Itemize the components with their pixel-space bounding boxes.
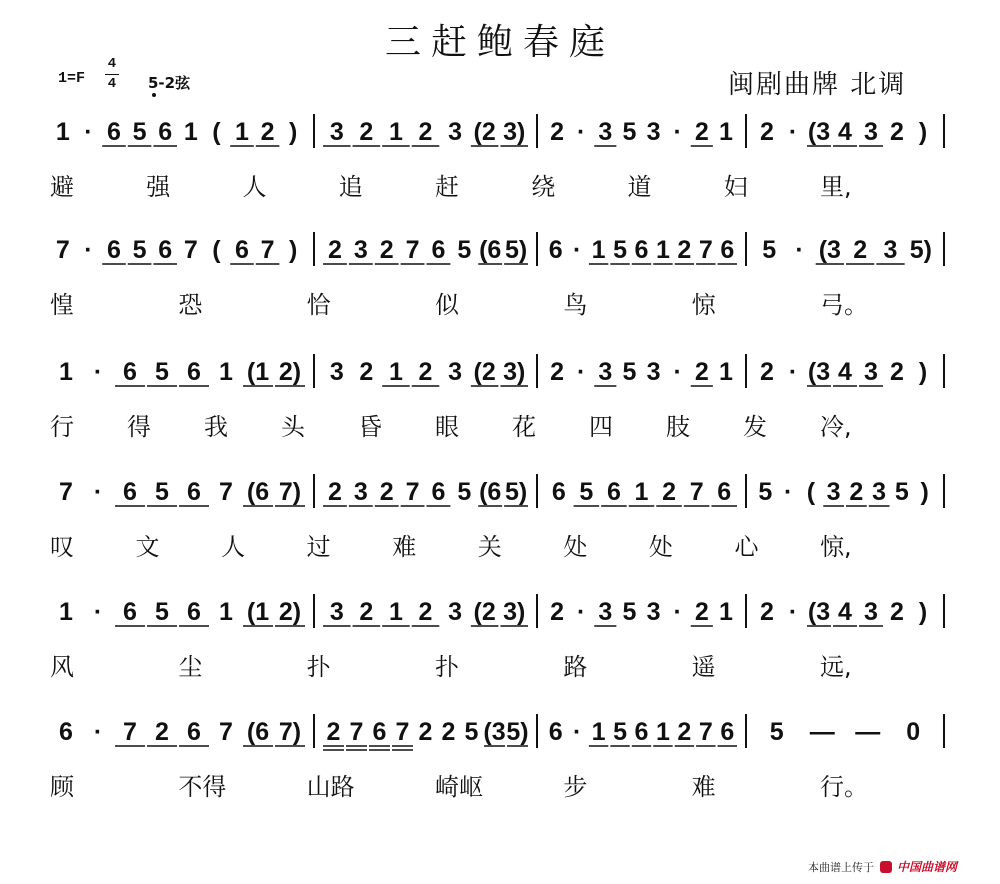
jianpu-note: 5 [762, 236, 777, 264]
jianpu-note: 6 [187, 718, 201, 746]
jianpu-note: 1 [55, 118, 70, 146]
jianpu-note: · [788, 118, 798, 146]
jianpu-note: 5 [622, 358, 637, 386]
jianpu-note: — [855, 718, 881, 746]
lyric-char: 恐 [178, 291, 203, 319]
jianpu-note: 4 [838, 598, 852, 626]
lyric-char: 避 [50, 173, 74, 201]
jianpu-note: 1 [59, 358, 73, 386]
jianpu-note: 7 [219, 718, 233, 746]
lyric-char: 路 [563, 653, 588, 681]
jianpu-note: 6 [123, 598, 137, 626]
lyric-char: 妇 [723, 173, 748, 201]
jianpu-note: 1 [219, 598, 233, 626]
jianpu-note: 6 [235, 236, 249, 264]
jianpu-note: (1 [246, 358, 270, 386]
jianpu-note: (2 [473, 358, 496, 386]
jianpu-note: 5 [579, 478, 594, 506]
jianpu-note: 7 [689, 478, 704, 506]
jianpu-note: 7 [698, 236, 713, 264]
jianpu-note: 1 [718, 358, 733, 386]
jianpu-note: 1 [718, 598, 733, 626]
jianpu-note: (6 [246, 718, 270, 746]
lyric-char: 文 [135, 533, 160, 561]
jianpu-note: 1 [591, 236, 606, 264]
jianpu-note: · [577, 598, 586, 626]
jianpu-note: 3 [872, 478, 887, 506]
jianpu-note: 3 [864, 598, 878, 626]
jianpu-note: 6 [720, 718, 735, 746]
lyric-char: 头 [281, 413, 305, 441]
jianpu-note: 2 [418, 118, 433, 146]
lyric-char: 赶 [435, 173, 459, 201]
jianpu-note: 1 [388, 598, 403, 626]
jianpu-note: 1 [183, 118, 198, 146]
lyric-char: 遥 [691, 653, 716, 681]
jianpu-note: 1 [219, 358, 233, 386]
jianpu-note: · [673, 118, 682, 146]
jianpu-note: 5) [909, 236, 932, 264]
jianpu-note: 6 [187, 358, 201, 386]
jianpu-note: 5 [622, 118, 637, 146]
jianpu-note: 3) [503, 598, 526, 626]
lyric-char: 崎岖 [435, 773, 483, 801]
jianpu-note: 3 [646, 358, 661, 386]
jianpu-note: 4 [838, 358, 852, 386]
lyric-char: 冷, [820, 413, 852, 441]
lyric-char: 四 [589, 413, 613, 441]
jianpu-note: (3 [818, 236, 841, 264]
jianpu-note: 2 [441, 718, 456, 746]
jianpu-note: 3 [329, 118, 344, 146]
jianpu-note: 6 [123, 478, 137, 506]
jianpu-note: 7 [405, 236, 420, 264]
jianpu-note: · [573, 718, 582, 746]
lyric-char: 发 [743, 413, 767, 441]
jianpu-note: 3 [353, 478, 368, 506]
lyric-char: 花 [512, 413, 536, 441]
jianpu-note: 7 [59, 478, 73, 506]
jianpu-note: (6 [479, 478, 502, 506]
jianpu-note: ( [212, 236, 221, 264]
lyric-char: 扑 [435, 653, 459, 681]
jianpu-note: 2 [379, 236, 394, 264]
jianpu-note: · [577, 118, 586, 146]
lyric-char: 里, [820, 173, 852, 201]
lyric-char: 追 [338, 173, 363, 201]
jianpu-note: 2 [379, 478, 394, 506]
jianpu-note: 5 [758, 478, 773, 506]
jianpu-note: 5 [894, 478, 909, 506]
jianpu-note: ) [918, 358, 928, 386]
lyric-char: 人 [221, 533, 246, 561]
jianpu-note: (6 [246, 478, 270, 506]
jianpu-note: (2 [473, 118, 496, 146]
jianpu-note: 5) [506, 718, 529, 746]
jianpu-note: 3 [353, 236, 368, 264]
jianpu-note: 5 [155, 478, 169, 506]
jianpu-note: · [673, 598, 682, 626]
jianpu-note: · [84, 236, 93, 264]
instrument-tuning: 5-2弦 [148, 74, 191, 92]
jianpu-note: 6 [187, 598, 201, 626]
site-logo-icon [880, 861, 892, 873]
lyric-char: 肢 [666, 413, 690, 441]
lyric-char: 行。 [820, 773, 868, 801]
jianpu-note: ) [918, 598, 928, 626]
lyric-char: 恰 [306, 291, 331, 319]
jianpu-note: 1 [655, 718, 670, 746]
jianpu-note: 2) [278, 598, 302, 626]
jianpu-note: 2 [326, 718, 341, 746]
jianpu-note: 2 [677, 718, 692, 746]
jianpu-note: 2 [418, 718, 433, 746]
key-signature: 1=F [58, 70, 86, 87]
lyric-char: 叹 [50, 533, 74, 561]
jianpu-note: 6 [107, 118, 121, 146]
jianpu-note: 3 [646, 598, 661, 626]
lyric-char: 不得 [178, 773, 227, 801]
lyric-char: 心 [734, 533, 759, 561]
jianpu-note: (3 [807, 118, 831, 146]
jianpu-note: 5 [613, 718, 628, 746]
jianpu-note: 6 [123, 358, 137, 386]
jianpu-note: 6 [720, 236, 735, 264]
jianpu-note: 5 [132, 236, 147, 264]
lyric-char: 处 [648, 533, 673, 561]
jianpu-note: 3 [448, 358, 463, 386]
lyric-char: 我 [204, 413, 228, 441]
footer-text: 本曲谱上传于 [808, 861, 874, 874]
lyric-char: 行 [50, 413, 74, 441]
jianpu-note: 3) [503, 118, 526, 146]
jianpu-note: 6 [606, 478, 621, 506]
jianpu-note: 3 [448, 598, 463, 626]
lyric-char: 人 [242, 173, 267, 201]
jianpu-note: 5 [464, 718, 479, 746]
jianpu-note: 7 [219, 478, 233, 506]
jianpu-note: 2 [550, 118, 565, 146]
footer-site-name: 中国曲谱网 [897, 860, 958, 874]
jianpu-note: · [573, 236, 582, 264]
jianpu-note: 2 [760, 358, 774, 386]
jianpu-note: (6 [479, 236, 502, 264]
lyric-char: 道 [627, 173, 652, 201]
jianpu-note: 2 [550, 598, 565, 626]
jianpu-note: 6 [717, 478, 732, 506]
jianpu-note: 3 [864, 118, 878, 146]
jianpu-note: 3 [598, 118, 613, 146]
jianpu-note: (3 [807, 598, 831, 626]
jianpu-note: 7 [395, 718, 410, 746]
jianpu-note: 7 [55, 236, 70, 264]
lyric-char: 弓。 [820, 291, 868, 319]
jianpu-note: 3 [646, 118, 661, 146]
lyric-char: 步 [563, 773, 588, 801]
jianpu-note: · [93, 598, 103, 626]
jianpu-note: 2 [890, 598, 904, 626]
lyric-char: 顾 [50, 773, 74, 801]
lyric-char: 山路 [306, 773, 355, 801]
jianpu-note: 2 [418, 358, 433, 386]
time-signature-top: 4 [107, 56, 117, 72]
jianpu-note: 1 [59, 598, 73, 626]
jianpu-note: 2 [260, 118, 275, 146]
jianpu-note: 0 [906, 718, 921, 746]
jianpu-note: 1 [718, 118, 733, 146]
jianpu-note: 2 [359, 358, 374, 386]
jianpu-note: 6 [548, 718, 563, 746]
lyric-char: 过 [306, 533, 331, 561]
jianpu-note: 7 [698, 718, 713, 746]
jianpu-note: 2 [550, 358, 565, 386]
jianpu-note: 2 [694, 598, 709, 626]
jianpu-note: 7 [260, 236, 275, 264]
jianpu-note: 2 [890, 358, 904, 386]
jianpu-note: 2 [327, 236, 342, 264]
jianpu-note: — [809, 718, 835, 746]
jianpu-note: 2 [760, 118, 774, 146]
jianpu-note: 3 [598, 358, 613, 386]
jianpu-note: 2 [853, 236, 868, 264]
lyric-char: 惶 [50, 291, 74, 319]
jianpu-note: 6 [59, 718, 73, 746]
lyric-char: 绕 [531, 173, 556, 201]
lyric-char: 昏 [358, 413, 382, 441]
jianpu-note: 5 [155, 598, 169, 626]
jianpu-note: (2 [473, 598, 496, 626]
lyric-char: 惊 [691, 291, 716, 319]
jianpu-note: 6 [158, 118, 173, 146]
jianpu-note: 1 [388, 358, 403, 386]
jianpu-note: 2 [359, 598, 374, 626]
jianpu-note: 5 [613, 236, 628, 264]
jianpu-note: 5 [457, 236, 472, 264]
jianpu-note: 5) [504, 478, 528, 506]
jianpu-note: 5) [504, 236, 528, 264]
jianpu-note: 2 [359, 118, 374, 146]
lyric-char: 难 [691, 773, 716, 801]
lyric-char: 似 [435, 291, 459, 319]
jianpu-note: ) [918, 118, 928, 146]
jianpu-note: 1 [634, 478, 649, 506]
jianpu-note: 3 [448, 118, 463, 146]
jianpu-note: 1 [591, 718, 606, 746]
jianpu-note: 2) [278, 358, 302, 386]
jianpu-note: · [783, 478, 793, 506]
jianpu-note: 5 [622, 598, 637, 626]
jianpu-note: ) [289, 118, 298, 146]
jianpu-note: · [795, 236, 804, 264]
jianpu-note: · [788, 358, 798, 386]
jianpu-note: 6 [634, 236, 649, 264]
jianpu-note: 2 [760, 598, 774, 626]
jianpu-note: 7 [123, 718, 137, 746]
jianpu-note: (3 [483, 718, 506, 746]
jianpu-note: 5 [132, 118, 147, 146]
jianpu-note: 6 [548, 236, 563, 264]
lyric-char: 眼 [435, 413, 459, 441]
lyric-char: 鸟 [563, 291, 588, 319]
jianpu-note: 3 [598, 598, 613, 626]
jianpu-note: ( [806, 478, 816, 506]
lyric-char: 得 [127, 413, 151, 441]
jianpu-note: 3 [329, 598, 344, 626]
jianpu-note: 6 [107, 236, 121, 264]
jianpu-note: 6 [431, 236, 446, 264]
jianpu-note: 7) [278, 718, 302, 746]
jianpu-note: 1 [655, 236, 670, 264]
jianpu-note: 3 [883, 236, 898, 264]
jianpu-note: 2 [418, 598, 433, 626]
jianpu-note: 5 [155, 358, 169, 386]
jianpu-note: 3 [329, 358, 344, 386]
qupai-label: 闽剧曲牌 北调 [728, 70, 907, 100]
jianpu-note: 2 [327, 478, 342, 506]
jianpu-note: 3 [826, 478, 841, 506]
lyric-char: 关 [477, 533, 502, 561]
jianpu-note: · [84, 118, 93, 146]
lyric-char: 尘 [178, 653, 203, 681]
jianpu-note: 6 [551, 478, 566, 506]
jianpu-note: 7 [349, 718, 364, 746]
jianpu-note: 6 [158, 236, 173, 264]
lyric-char: 风 [50, 653, 74, 681]
lyric-char: 难 [392, 533, 417, 561]
jianpu-note: 2 [155, 718, 169, 746]
lyric-char: 强 [146, 173, 171, 201]
time-signature-bottom: 4 [107, 76, 117, 92]
jianpu-note: ( [212, 118, 221, 146]
jianpu-note: · [93, 478, 103, 506]
jianpu-note: · [93, 718, 103, 746]
jianpu-note: 6 [431, 478, 446, 506]
jianpu-note: 6 [187, 478, 201, 506]
jianpu-note: ) [289, 236, 298, 264]
jianpu-note: 5 [769, 718, 784, 746]
lyric-char: 处 [563, 533, 588, 561]
jianpu-note: 4 [838, 118, 852, 146]
upload-footer [808, 858, 957, 875]
jianpu-note: · [673, 358, 682, 386]
jianpu-note: 2 [849, 478, 864, 506]
lyric-char: 扑 [306, 653, 331, 681]
jianpu-note: 3) [503, 358, 526, 386]
jianpu-note: 3 [864, 358, 878, 386]
jianpu-note: 7) [278, 478, 302, 506]
jianpu-note: 7 [183, 236, 198, 264]
lyric-char: 惊, [820, 533, 852, 561]
jianpu-note: 2 [662, 478, 677, 506]
jianpu-note: (1 [246, 598, 270, 626]
jianpu-note: (3 [807, 358, 831, 386]
jianpu-note: 2 [694, 118, 709, 146]
jianpu-note: 2 [677, 236, 692, 264]
jianpu-note: 7 [405, 478, 420, 506]
jianpu-note: · [93, 358, 103, 386]
jianpu-note: 6 [372, 718, 387, 746]
score-title: 三赶鲍春庭 [384, 22, 615, 63]
jianpu-note: 1 [388, 118, 403, 146]
jianpu-note: ) [920, 478, 929, 506]
jianpu-note: 1 [235, 118, 249, 146]
jianpu-note: · [788, 598, 798, 626]
lyric-char: 远, [820, 653, 852, 681]
jianpu-note: 2 [890, 118, 904, 146]
jianpu-note: 6 [634, 718, 649, 746]
jianpu-note: · [577, 358, 586, 386]
jianpu-note: 2 [694, 358, 709, 386]
jianpu-note: 5 [457, 478, 472, 506]
